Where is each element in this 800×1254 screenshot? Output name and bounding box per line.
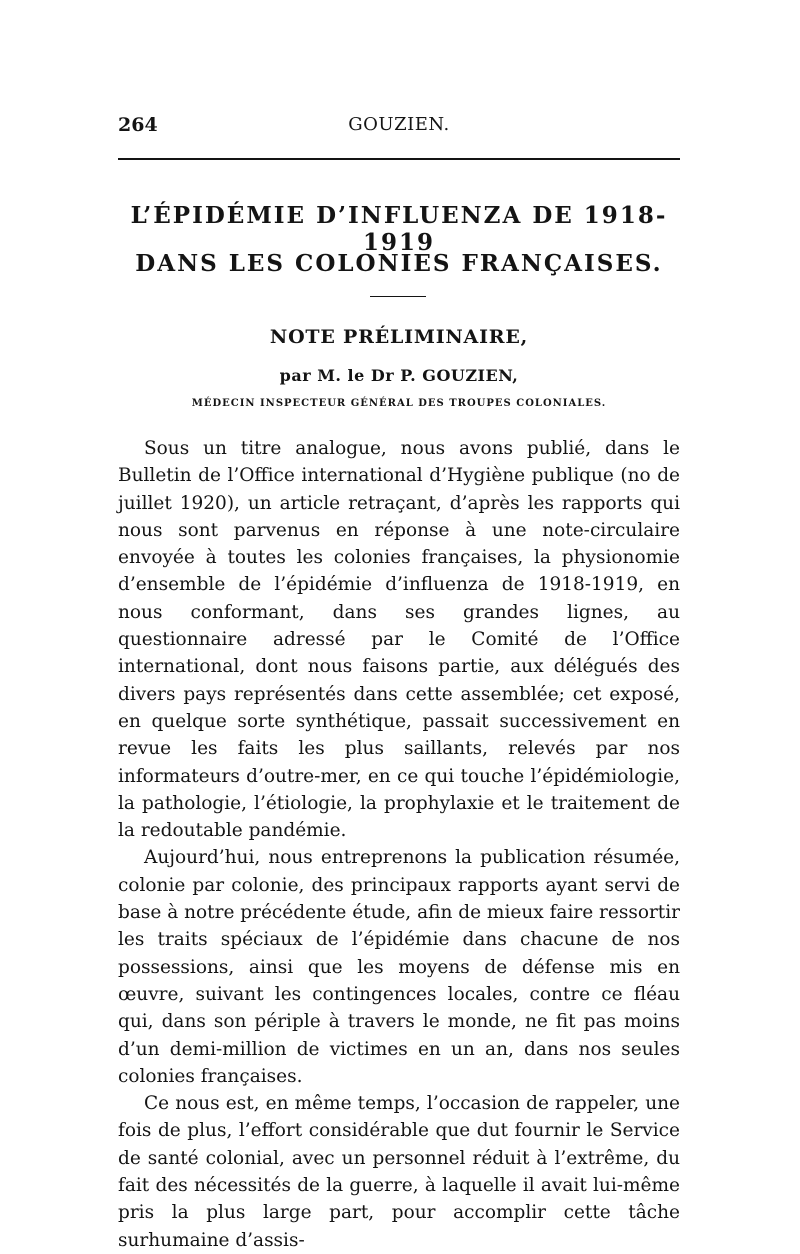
article-title-line-2: DANS LES COLONIES FRANÇAISES. [135, 250, 663, 277]
header-rule [118, 158, 680, 160]
paragraph-2: Aujourd’hui, nous entreprenons la publication résumée, colonie par colonie, des principaux rapports ayant servi de base à notre précédente étude, afin de mieux faire ressortir les traits spéciaux de l’épidémie dans chacune de nos possessions, ainsi que les moyens de défense mis en œuvre, suivant les contingences locales, contre ce fléau qui, dans son périple à travers le monde, ne fit pas moins d’un demi-million de victimes en un an, dans nos seules colonies françaises. [118, 847, 680, 1087]
article-body [118, 435, 680, 1254]
section-subtitle: NOTE PRÉLIMINAIRE, [269, 326, 529, 348]
title-divider [370, 296, 426, 297]
author-affiliation: MÉDECIN INSPECTEUR GÉNÉRAL DES TROUPES COLONIALES. [191, 398, 607, 409]
author-byline: par M. le Dr P. GOUZIEN, [279, 366, 519, 385]
paragraph-3: Ce nous est, en même temps, l’occasion de rappeler, une fois de plus, l’effort considérable que dut fournir le Service de santé colonial, avec un personnel réduit à l’extrême, du fait des nécessités de la guerre, à laquelle il avait lui-même pris la plus large part, pour accomplir cette tâche surhumaine d’assis- [118, 1093, 680, 1251]
running-title: GOUZIEN. [348, 114, 450, 135]
page-number: 264 [118, 114, 158, 136]
article-title-line-1: L’ÉPIDÉMIE D’INFLUENZA DE 1918-1919 [130, 202, 668, 256]
running-head [118, 114, 680, 144]
paragraph-1: Sous un titre analogue, nous avons publié, dans le Bulletin de l’Office international d’Hygiène publique (no de juillet 1920), un article retraçant, d’après les rapports qui nous sont parvenus en réponse à une note-circulaire envoyée à toutes les colonies françaises, la physionomie d’ensemble de l’épidémie d’influenza de 1918-1919, en nous conformant, dans ses grandes lignes, au questionnaire adressé par le Comité de l’Office international, dont nous faisons partie, aux délégués des divers pays représentés dans cette assemblée; cet exposé, en quelque sorte synthétique, passait successivement en revue les faits les plus saillants, relevés par nos informateurs d’outre-mer, en ce qui touche l’épidémiologie, la pathologie, l’étiologie, la prophylaxie et le traitement de la redoutable pandémie. [118, 438, 680, 842]
